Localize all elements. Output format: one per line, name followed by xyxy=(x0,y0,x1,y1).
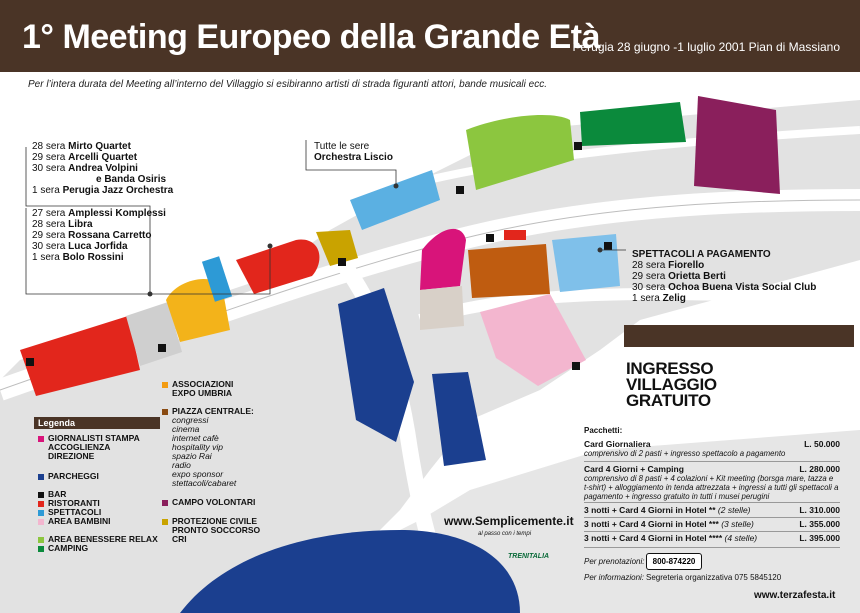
divider xyxy=(584,517,840,518)
header-bar xyxy=(0,0,860,72)
bar-marker xyxy=(486,234,494,242)
legend-item: PROTEZIONE CIVILE PRONTO SOCCORSO CRI xyxy=(162,517,260,544)
liscio-panel: Tutte le sere Orchestra Liscio xyxy=(314,141,393,163)
legend-item: GIORNALISTI STAMPA ACCOGLIENZA DIREZIONE xyxy=(38,434,140,461)
legend-swatch xyxy=(38,492,44,498)
legend-swatch xyxy=(38,436,44,442)
pacchetto-item: 3 notti + Card 4 Giorni in Hotel **** (4 stelle) L. 395.000 xyxy=(584,533,840,543)
legend-swatch xyxy=(38,537,44,543)
bar-marker xyxy=(338,258,346,266)
legend-swatch xyxy=(162,500,168,506)
zone-piazza-centrale xyxy=(468,244,550,298)
intro-text: Per l’intera durata del Meeting all’interno del Villaggio si esibiranno artisti di strada figuranti attori, bande musicali ecc. xyxy=(28,79,547,90)
trenitalia-logo: TRENITALIA xyxy=(508,553,550,560)
informazioni-value: Segreteria organizzativa 075 5845120 xyxy=(646,573,782,582)
music-panel-1: 28 sera Mirto Quartet 29 sera Arcelli Quartet 30 sera Andrea Volpini e Banda Osiris 1 sera Perugia Jazz Orchestra xyxy=(32,141,174,196)
bar-marker xyxy=(574,142,582,150)
legend-item: SPETTACOLI xyxy=(38,508,101,517)
bar-marker xyxy=(26,358,34,366)
pacchetto-item: 3 notti + Card 4 Giorni in Hotel ** (2 stelle) L. 310.000 xyxy=(584,505,840,515)
leader-dot xyxy=(394,184,399,189)
divider xyxy=(584,547,840,548)
pacchetto-item: Card Giornaliera L. 50.000 comprensivo di 2 pasti + ingresso spettacolo a pagamento xyxy=(584,439,840,458)
zone-camping xyxy=(580,102,686,146)
legend-swatch xyxy=(38,501,44,507)
leader-dot xyxy=(148,292,153,297)
legend-item: BAR xyxy=(38,490,66,499)
legend-item: AREA BENESSERE RELAX xyxy=(38,535,158,544)
zone-campo-volontari xyxy=(694,96,780,194)
divider xyxy=(584,502,840,503)
phone-number[interactable]: 800-874220 xyxy=(646,553,702,570)
music-panel-2: 27 sera Amplessi Komplessi 28 sera Libra 29 sera Rossana Carretto 30 sera Luca Jorfida 1 sera Bolo Rossini xyxy=(32,208,166,263)
legend-swatch xyxy=(38,474,44,480)
semplicemente-logo: www.Semplicemente.it xyxy=(444,514,574,528)
legend-item: PIAZZA CENTRALE: congressi cinema internet cafè hospitality vip spazio Rai radio expo sponsor stettacoli/cabaret xyxy=(162,407,254,488)
leader-dot xyxy=(268,244,273,249)
bar-marker xyxy=(456,186,464,194)
legend-item: CAMPING xyxy=(38,544,88,553)
ingresso-gratuito: INGRESSO VILLAGGIO GRATUITO xyxy=(626,359,717,410)
legend-item: RISTORANTI xyxy=(38,499,100,508)
brown-banner xyxy=(624,325,854,347)
legend-swatch xyxy=(38,546,44,552)
prenotazioni-label: Per prenotazioni: xyxy=(584,557,645,566)
legend-item: ASSOCIAZIONI EXPO UMBRIA xyxy=(162,380,233,398)
pacchetto-item: 3 notti + Card 4 Giorni in Hotel *** (3 stelle) L. 355.000 xyxy=(584,519,840,529)
semplicemente-tagline: al passo con i tempi xyxy=(478,531,532,537)
spettacoli-panel: SPETTACOLI A PAGAMENTO 28 sera Fiorello 29 sera Orietta Berti 30 sera Ochoa Buena Vista Social Club 1 sera Zelig xyxy=(632,249,817,304)
informazioni-label: Per informazioni: xyxy=(584,573,645,582)
bar-marker xyxy=(158,344,166,352)
legend-item: CAMPO VOLONTARI xyxy=(162,498,255,507)
event-dates: Perugia 28 giugno -1 luglio 2001 Pian di Massiano xyxy=(572,40,840,54)
pacchetti-title: Pacchetti: xyxy=(584,426,623,435)
legend-swatch xyxy=(38,510,44,516)
website-link[interactable]: www.terzafesta.it xyxy=(754,590,836,601)
legend-swatch xyxy=(38,519,44,525)
divider xyxy=(584,531,840,532)
pacchetto-item: Card 4 Giorni + Camping L. 280.000 comprensivo di 8 pasti + 4 colazioni + Kit meeting (borsga mare, tazza e t-shirt) + alloggiamento in tenda attrezzata + ingressi a tutti gli spettacoli a pagamento + ingresso gratuito in tutti i musei perugini xyxy=(584,464,840,501)
legend-swatch xyxy=(162,519,168,525)
legend-title: Legenda xyxy=(34,417,160,429)
legend-item: AREA BAMBINI xyxy=(38,517,111,526)
zone-accoglienza xyxy=(420,286,464,330)
divider xyxy=(584,461,840,462)
zone-ristoranti-east xyxy=(504,230,526,240)
legend-swatch xyxy=(162,382,168,388)
legend-item: PARCHEGGI xyxy=(38,472,99,481)
page-title: 1° Meeting Europeo della Grande Età xyxy=(22,18,600,56)
bar-marker xyxy=(604,242,612,250)
bar-marker xyxy=(572,362,580,370)
legend-swatch xyxy=(162,409,168,415)
leader-dot xyxy=(598,248,603,253)
